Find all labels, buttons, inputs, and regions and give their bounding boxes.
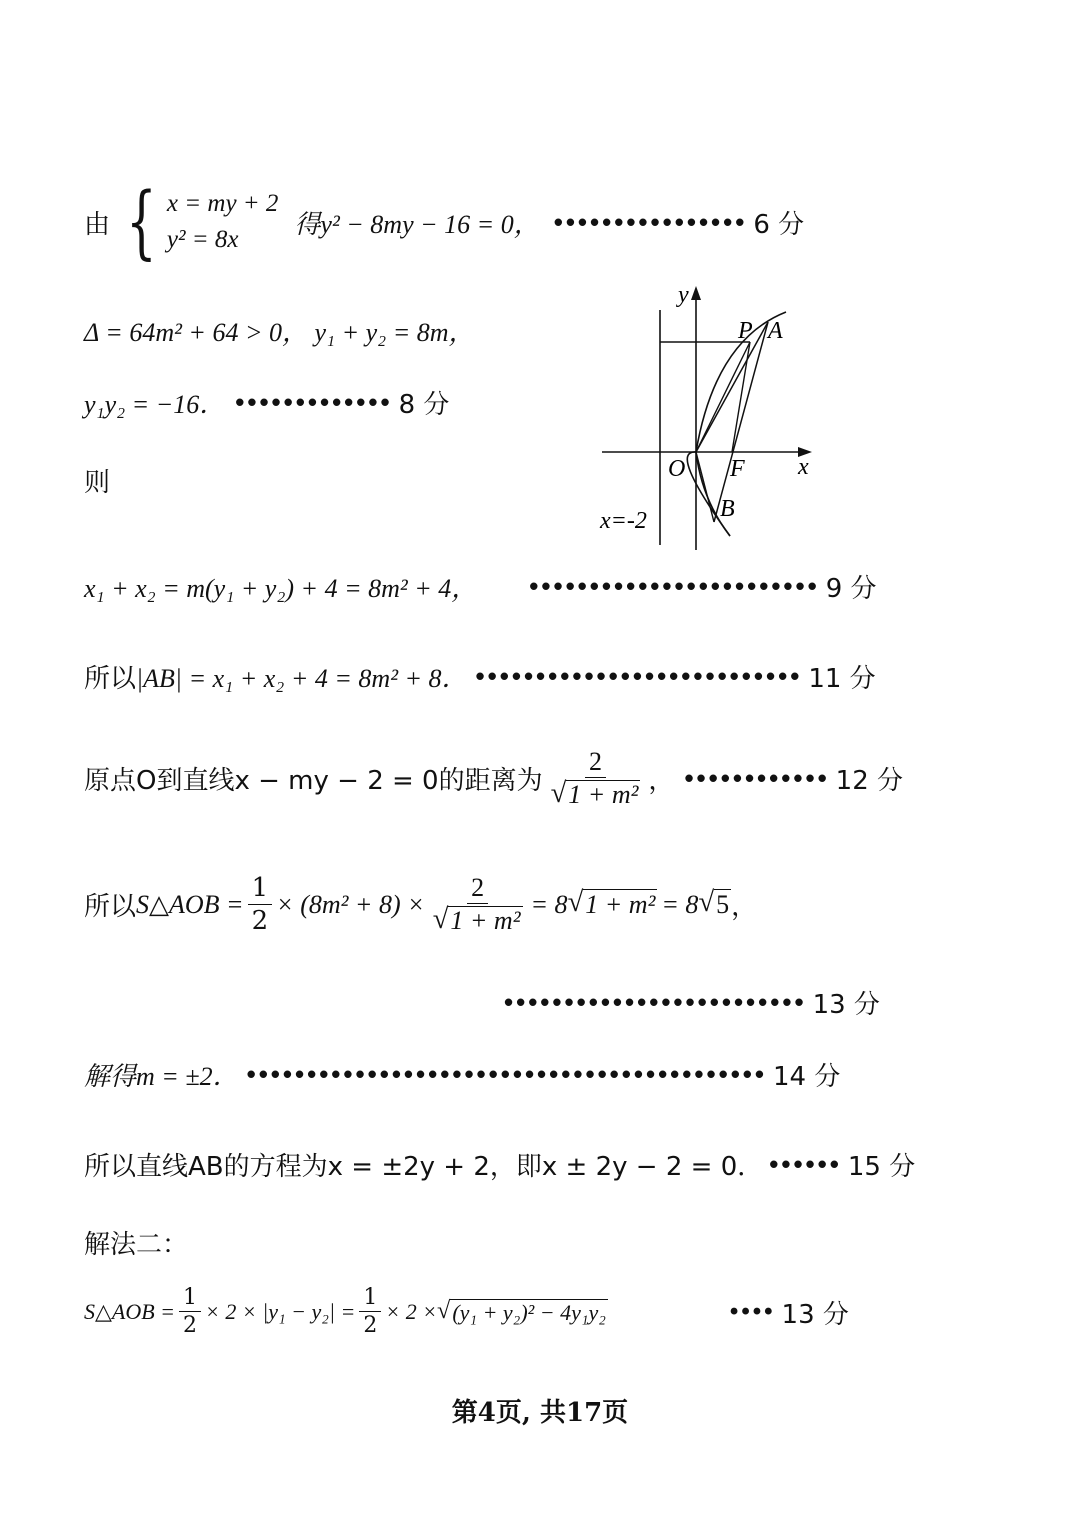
- line6-text: |AB| = x₁ + x₂ + 4 = 8m² + 8．: [136, 664, 468, 693]
- label-b: B: [720, 496, 735, 522]
- label-f: F: [730, 456, 745, 482]
- label-a: A: [768, 318, 783, 344]
- m2-half2-num: 1: [359, 1286, 381, 1312]
- y-axis-arrow: [691, 286, 701, 300]
- line11-score: 15 分: [847, 1152, 916, 1182]
- line7-score: 12 分: [835, 766, 904, 797]
- line7-text: 原点O到直线x − my − 2 = 0的距离为: [84, 766, 543, 797]
- line7-dots: ••••••••••••: [684, 763, 830, 794]
- line1-dots: ••••••••••••••••: [553, 206, 748, 237]
- line-ze: [84, 462, 110, 499]
- line1-text: 得y² − 8my − 16 = 0，: [294, 209, 540, 239]
- label-directrix: x=-2: [600, 508, 647, 534]
- half-fraction: [248, 872, 273, 936]
- line3-dots: •••••••••••••: [235, 387, 393, 417]
- segment-op: [696, 342, 750, 452]
- line13-lhs: S△AOB =: [84, 1299, 176, 1325]
- line8-radical1: 1 + m²: [585, 890, 656, 920]
- line4-text: 则: [84, 468, 111, 498]
- parabola-figure: [590, 280, 830, 560]
- line13-dots: ••••: [729, 1298, 776, 1326]
- line9-score: 13 分: [812, 990, 880, 1020]
- line-area-method2: S△AOB = $\frac{1}{2}$ × 2 × |y₁ − y₂| = $\frac{1}{2}$ × 2 × √ (y₁ + y₂)² − 4y₁y₂ •••• 13 分: [84, 1285, 849, 1339]
- fraction-numerator: 2: [585, 748, 606, 778]
- line-delta: [84, 312, 475, 349]
- half-denominator: 2: [251, 905, 269, 936]
- line-solve-m: [84, 1056, 840, 1093]
- line1-score: 6 分: [753, 209, 805, 240]
- half-numerator: 1: [248, 875, 273, 905]
- line6-score: 11 分: [808, 664, 876, 694]
- equation-system: [116, 175, 279, 269]
- line12-text: 解法二：: [84, 1230, 189, 1260]
- distance-fraction: 2 √ 1 + m²: [550, 747, 639, 810]
- label-y: y: [678, 282, 689, 308]
- line-product: [84, 384, 449, 421]
- area-denominator: 1 + m²: [450, 906, 521, 936]
- m2-half-fraction1: [179, 1286, 201, 1338]
- line7-tail: ，: [648, 766, 675, 797]
- system-eq1: x = my + 2: [166, 190, 279, 217]
- line13-radical: (y₁ + y₂)² − 4y₁y₂: [452, 1299, 606, 1325]
- m2-half2-den: 2: [363, 1313, 378, 1339]
- line13-mid2: × 2 ×: [385, 1299, 438, 1325]
- line13-score: 13 分: [781, 1299, 849, 1330]
- m2-half-fraction2: [359, 1286, 381, 1338]
- line8-tail: ，: [731, 892, 758, 923]
- chord-ab: [714, 322, 768, 522]
- line11-dots: ••••••: [769, 1149, 842, 1179]
- line8-prefix: 所以: [84, 892, 137, 923]
- line2-text: Δ = 64m² + 64 > 0， y₁ + y₂ = 8m，: [84, 318, 475, 347]
- prefix-you: 由: [84, 209, 111, 240]
- line11-text: 所以直线AB的方程为x = ±2y + 2，即x ± 2y − 2 = 0．: [84, 1152, 764, 1182]
- line8-rhs: = 8: [530, 889, 568, 919]
- m2-half1-den: 2: [183, 1313, 198, 1339]
- line6-dots: •••••••••••••••••••••••••••: [475, 661, 803, 691]
- line9-dots: •••••••••••••••••••••••••: [504, 987, 807, 1017]
- fraction-denominator: 1 + m²: [568, 780, 639, 810]
- line-area: 所以 S△AOB = $\frac{1}{2}$ × (8m² + 8) × 2 √ 1 + m² = 8 √ 1 + m² = 8 √ 5 ，: [84, 872, 758, 936]
- system-eq2: y² = 8x: [166, 226, 239, 254]
- line3-text: y₁y₂ = −16．: [84, 390, 226, 419]
- line10-score: 14 分: [773, 1062, 841, 1092]
- label-o: O: [668, 456, 686, 482]
- line-sum-x: [84, 568, 877, 605]
- line-score13: [504, 984, 880, 1021]
- line-ab-length: [84, 658, 876, 695]
- line5-text: x₁ + x₂ = m(y₁ + y₂) + 4 = 8m² + 4，: [84, 574, 478, 603]
- line8-radical2: 5: [716, 890, 730, 920]
- line3-score: 8 分: [398, 390, 450, 420]
- line5-score: 9 分: [825, 574, 877, 604]
- line8-rhs2: = 8: [661, 889, 699, 919]
- line-method2: [84, 1224, 188, 1261]
- line8-mid: × (8m² + 8) ×: [276, 889, 425, 919]
- line-equation-ab: [84, 1146, 915, 1183]
- line-distance: [84, 748, 903, 810]
- line6-prefix: 所以: [84, 664, 137, 694]
- line10-text: 解得m = ±2．: [84, 1062, 239, 1091]
- label-x: x: [798, 454, 809, 480]
- m2-half1-num: 1: [179, 1286, 201, 1312]
- label-p: P: [738, 318, 753, 344]
- line5-dots: ••••••••••••••••••••••••: [529, 571, 820, 601]
- page-footer: 第4页, 共17页: [451, 1398, 629, 1428]
- line8-lhs: S△AOB =: [136, 889, 244, 919]
- line10-dots: •••••••••••••••••••••••••••••••••••••••••••: [246, 1059, 768, 1089]
- line13-mid1: × 2 × |y₁ − y₂| =: [205, 1299, 356, 1325]
- left-brace: {: [126, 175, 157, 269]
- area-numerator: 2: [467, 874, 488, 904]
- area-fraction: 2 √ 1 + m²: [432, 873, 521, 936]
- line-system: [84, 175, 805, 269]
